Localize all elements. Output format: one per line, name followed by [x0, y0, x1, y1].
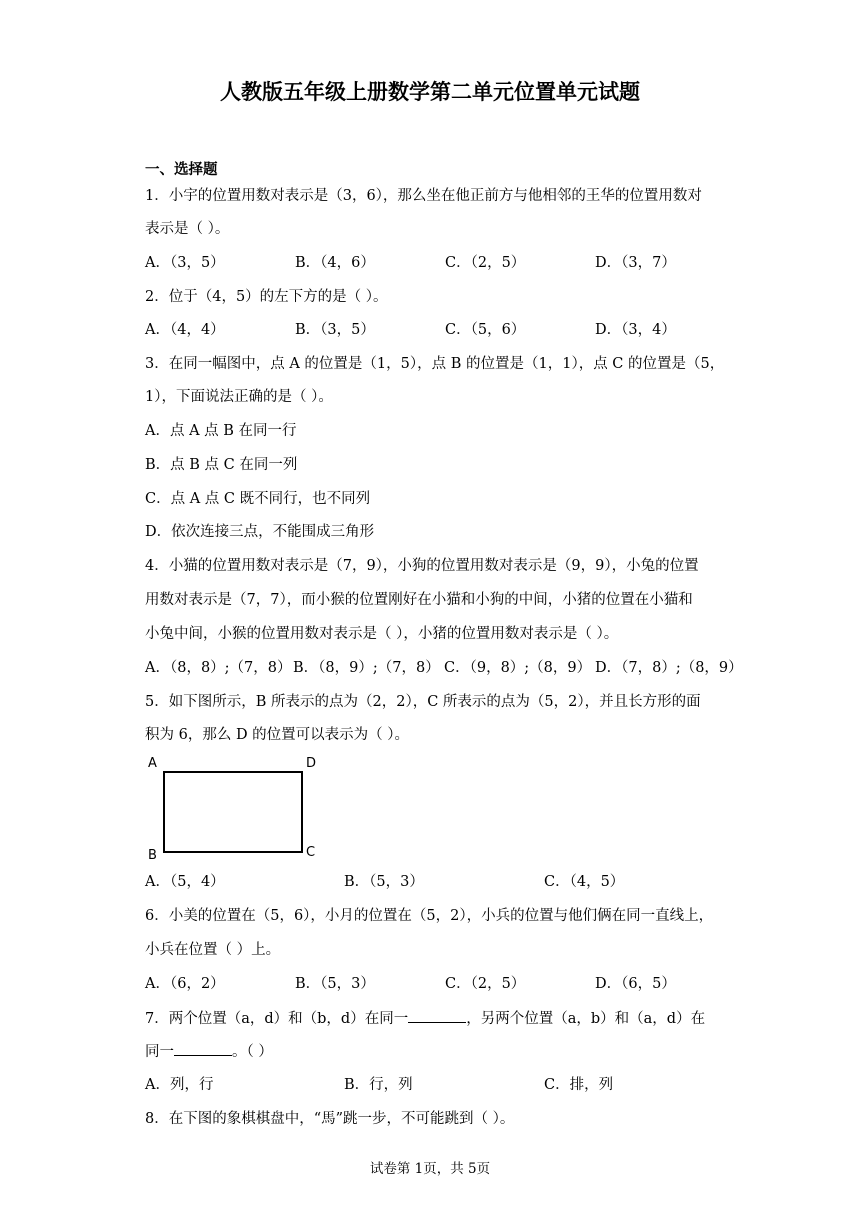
answer-blank-1: [408, 1008, 466, 1023]
question-6-option-c: C．（2，5）: [445, 976, 526, 992]
question-7-option-a: A．列，行: [145, 1077, 214, 1093]
question-7-line-1: [145, 1008, 705, 1029]
question-5-line-2: 积为 6，那么 D 的位置可以表示为（ ）。: [145, 727, 410, 743]
question-7-text-1a: 7．两个位置（a，d）和（b，d）在同一: [145, 1011, 409, 1027]
question-4-line-3: 小兔中间，小猴的位置用数对表示是（ ），小猪的位置用数对表示是（ ）。: [145, 626, 619, 642]
rectangle-figure: [145, 752, 330, 864]
figure-label-a: A: [148, 756, 157, 771]
question-8-line-1: 8．在下图的象棋棋盘中，“馬”跳一步，不可能跳到（ ）。: [145, 1111, 515, 1127]
question-7-text-1b: ，另两个位置（a，b）和（a，d）在: [466, 1011, 706, 1027]
question-6-line-1: 6．小美的位置在（5，6），小月的位置在（5，2），小兵的位置与他们俩在同一直线上，: [145, 908, 714, 924]
question-7-text-2a: 同一: [145, 1044, 174, 1060]
page-footer: 试卷第 1页，共 5页: [369, 1161, 491, 1177]
question-5-option-a: A．（5，4）: [145, 874, 225, 890]
question-2-option-d: D．（3，4）: [595, 322, 676, 338]
figure-label-b: B: [148, 848, 157, 863]
question-4-option-b: B．（8，9）;（7，8）: [293, 660, 440, 676]
question-7-option-b: B．行，列: [344, 1077, 413, 1093]
question-4-line-1: 4．小猫的位置用数对表示是（7，9），小狗的位置用数对表示是（9，9），小兔的位置: [145, 558, 699, 574]
question-7-line-2: [145, 1041, 273, 1062]
question-1-option-a: A．（3，5）: [145, 255, 225, 271]
answer-blank-2: [174, 1041, 232, 1056]
question-3-line-2: 1），下面说法正确的是（ ）。: [145, 389, 333, 405]
question-4-line-2: 用数对表示是（7，7），而小猴的位置刚好在小猫和小狗的中间，小猪的位置在小猫和: [145, 592, 693, 608]
question-3-line-1: 3．在同一幅图中，点 A 的位置是（1，5），点 B 的位置是（1，1），点 C 的位置是（5，: [145, 356, 725, 372]
question-1-line-1: 1．小宇的位置用数对表示是（3，6），那么坐在他正前方与他相邻的王华的位置用数对: [145, 188, 702, 204]
question-3-option-a: A．点 A 点 B 在同一行: [145, 423, 297, 439]
question-3-option-b: B．点 B 点 C 在同一列: [145, 457, 298, 473]
question-6-option-b: B．（5，3）: [295, 976, 375, 992]
question-1-option-b: B．（4，6）: [295, 255, 375, 271]
question-4-option-c: C．（9，8）;（8，9）: [444, 660, 592, 676]
question-5-line-1: 5．如下图所示，B 所表示的点为（2，2），C 所表示的点为（5，2），并且长方形的面: [145, 694, 701, 710]
question-1-line-2: 表示是（ ）。: [145, 221, 230, 237]
question-1-option-d: D．（3，7）: [595, 255, 676, 271]
question-5-option-b: B．（5，3）: [344, 874, 424, 890]
question-4-option-a: A．（8，8）;（7，8）: [145, 660, 292, 676]
question-7-option-c: C．排，列: [544, 1077, 614, 1093]
figure-label-c: C: [306, 845, 316, 860]
question-2-option-a: A．（4，4）: [145, 322, 225, 338]
question-5-option-c: C．（4，5）: [544, 874, 625, 890]
question-6-line-2: 小兵在位置（ ）上。: [145, 942, 281, 958]
question-3-option-c: C．点 A 点 C 既不同行，也不同列: [145, 491, 371, 507]
question-7-text-2b: 。（ ）: [232, 1044, 273, 1060]
figure-label-d: D: [306, 756, 317, 771]
question-2-line-1: 2．位于（4，5）的左下方的是（ ）。: [145, 289, 388, 305]
question-2-option-c: C．（5，6）: [445, 322, 526, 338]
question-3-option-d: D．依次连接三点，不能围成三角形: [145, 524, 375, 540]
section-heading: 一、选择题: [145, 162, 218, 178]
question-6-option-a: A．（6，2）: [145, 976, 225, 992]
question-2-option-b: B．（3，5）: [295, 322, 375, 338]
rectangle-shape: [164, 772, 302, 852]
page-title: 人教版五年级上册数学第二单元位置单元试题: [220, 80, 640, 104]
question-6-option-d: D．（6，5）: [595, 976, 676, 992]
question-4-option-d: D．（7，8）;（8，9）: [595, 660, 743, 676]
question-1-option-c: C．（2，5）: [445, 255, 526, 271]
